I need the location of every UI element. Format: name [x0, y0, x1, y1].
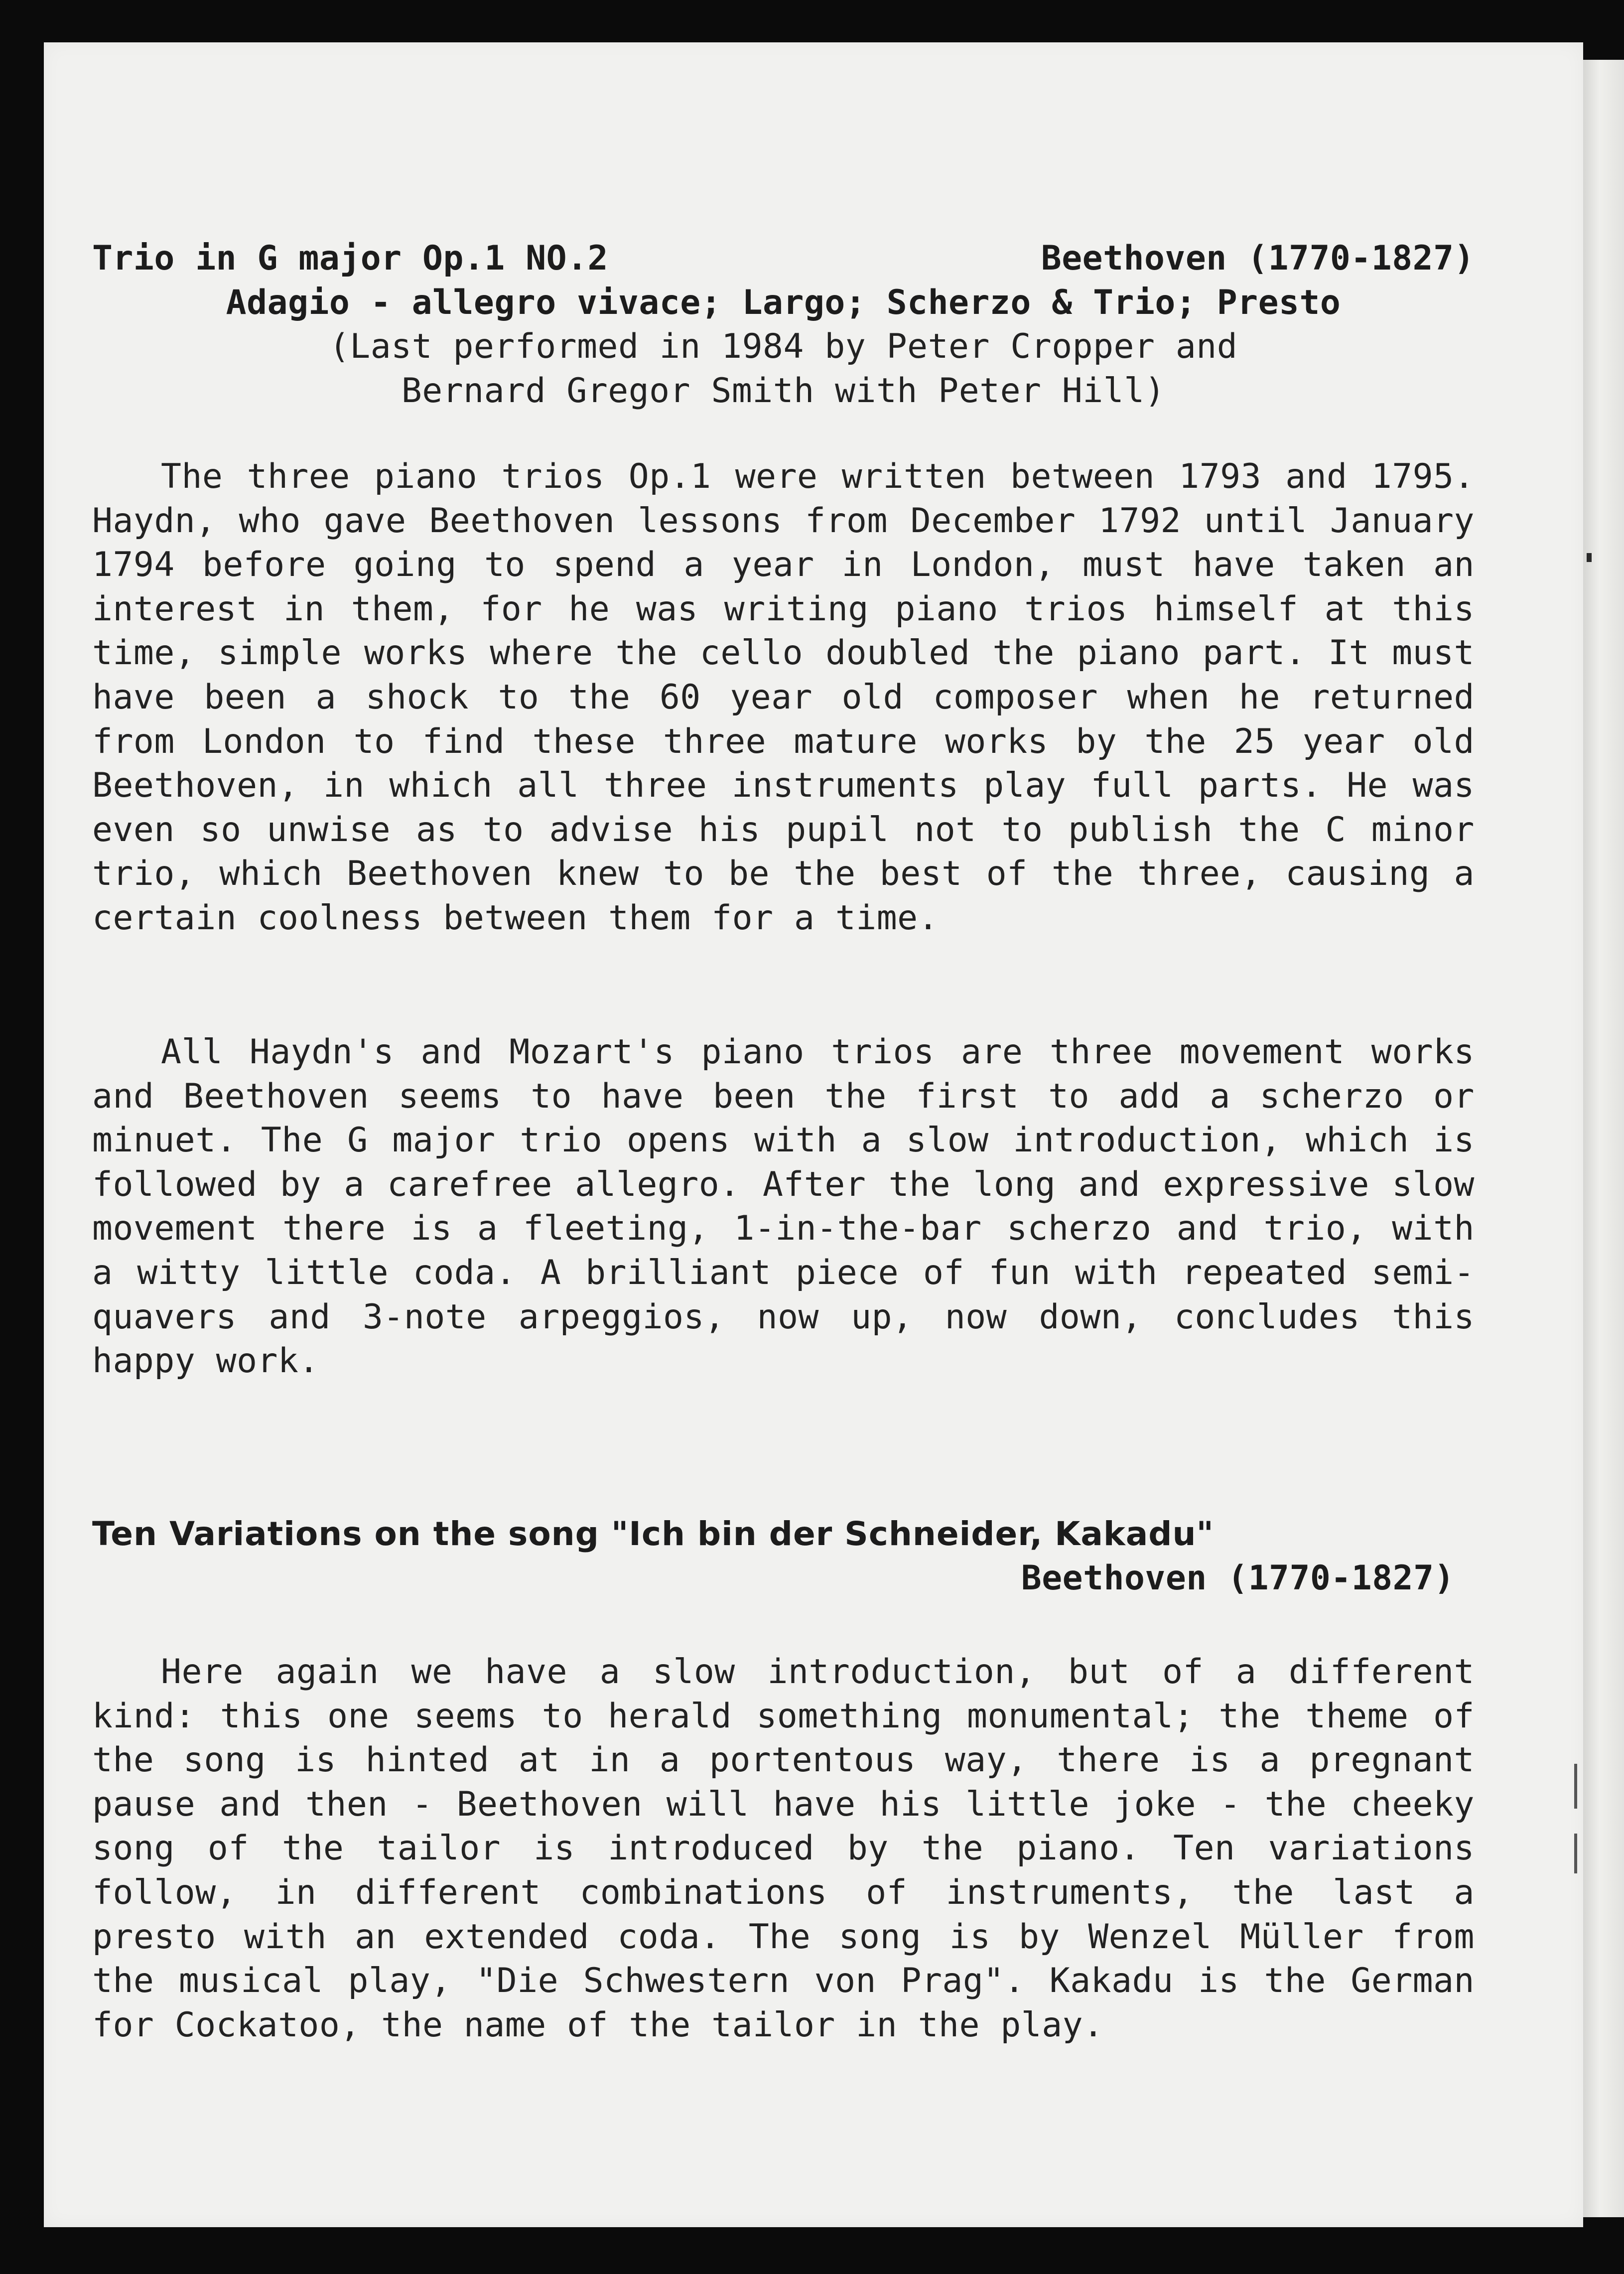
section1-composer: Beethoven (1770-1827)	[1041, 239, 1475, 278]
section1-title-row	[92, 237, 1475, 281]
section1-title: Trio in G major Op.1 NO.2	[92, 239, 608, 278]
section1-paragraph1-block	[92, 455, 1475, 941]
section1-header	[92, 237, 1475, 413]
section1-paragraph2: All Haydn's and Mozart's piano trios are three movement works and Beethoven seems to have been the first to add a scherzo or minuet. The G major trio opens with a slow introduction, which is followed by a carefree allegro. After the long and expressive slow movement there is a fleeting, 1-in-the-bar scherzo and trio, with a witty little coda. A brilliant piece of fun with repeated semi-quavers and 3-note arpeggios, now up, now down, concludes this happy work.	[92, 1032, 1475, 1381]
section2-header	[92, 1512, 1475, 1600]
section2-composer: Beethoven (1770-1827)	[1021, 1558, 1455, 1598]
page-spine-edge	[1583, 60, 1624, 2217]
section1-paragraph1: The three piano trios Op.1 were written between 1793 and 1795. Haydn, who gave Beethoven lessons from December 1792 until January 1794 before going to spend a year in London, must have taken an interest in them, for he was writing piano trios himself at this time, simple works where the cello doubled the piano part. It must have been a shock to the 60 year old composer when he returned from London to find these three mature works by the 25 year old Beethoven, in which all three instruments play full parts. He was even so unwise as to advise his pupil not to publish the C minor trio, which Beethoven knew to be the best of the three, causing a certain coolness between them for a time.	[92, 457, 1475, 938]
stray-mark	[1574, 1834, 1577, 1873]
section1-performed-line1: (Last performed in 1984 by Peter Cropper and	[329, 327, 1238, 367]
stray-mark	[1587, 553, 1592, 562]
section2-title: Ten Variations on the song "Ich bin der Schneider, Kakadu"	[92, 1515, 1214, 1553]
section1-movements: Adagio - allegro vivace; Largo; Scherzo & Trio; Presto	[226, 283, 1341, 322]
section2-paragraph1: Here again we have a slow introduction, but of a different kind: this one seems to herald something monumental; the theme of the song is hinted at in a portentous way, there is a pregnant pause and then - Beethoven will have his little joke - the cheeky song of the tailor is introduced by the piano. Ten variations follow, in different combinations of instruments, the last a presto with an extended coda. The song is by Wenzel Müller from the musical play, "Die Schwestern von Prag". Kakadu is the German for Cockatoo, the name of the tailor in the play.	[92, 1652, 1475, 2045]
section1-performed-line2: Bernard Gregor Smith with Peter Hill)	[401, 371, 1166, 411]
stray-mark	[1574, 1764, 1577, 1809]
section2-paragraph1-block	[92, 1650, 1475, 2047]
section1-paragraph2-block	[92, 1030, 1475, 1384]
